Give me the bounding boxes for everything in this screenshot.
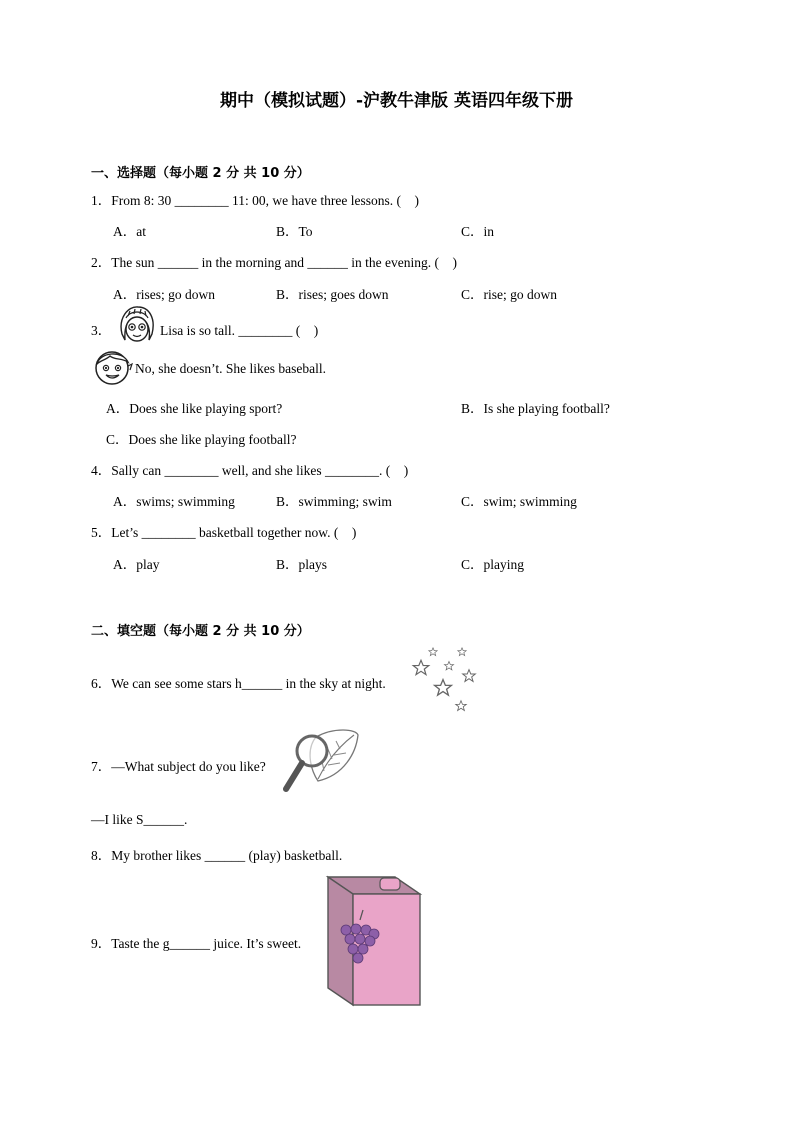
q5-option-a: A．play [113,557,160,572]
q2-option-b: B．rises; goes down [276,287,389,302]
question-8: 8．My brother likes ______ (play) basketball. [91,848,343,863]
q2-option-a: A．rises; go down [113,287,215,302]
section-1-heading: 一、选择题（每小题 2 分 共 10 分） [91,166,310,181]
q3-option-c: C．Does she like playing football? [106,432,297,447]
q1-option-a: A．at [113,224,146,239]
question-3-text: Lisa is so tall. ________ ( ) [160,323,319,338]
q4-option-a: A．swims; swimming [113,494,235,509]
question-2: 2．The sun ______ in the morning and ______ in the evening. ( ) [91,255,457,270]
stars-icon [405,640,485,718]
q2-option-c: C．rise; go down [461,287,557,302]
q5-option-b: B．plays [276,557,328,572]
question-1: 1．From 8: 30 ________ 11: 00, we have three lessons. ( ) [91,193,419,208]
q1-option-c: C．in [461,224,495,239]
page-title: 期中（模拟试题）-沪教牛津版 英语四年级下册 [220,91,573,111]
girl-face-icon [116,304,158,346]
question-9: 9．Taste the g______ juice. It’s sweet. [91,936,302,951]
magnifier-leaf-icon [276,725,362,797]
grape-juice-box-icon [325,874,425,1008]
question-5: 5．Let’s ________ basketball together now. ( ) [91,525,357,540]
question-3-reply: No, she doesn’t. She likes baseball. [135,361,326,376]
q1-option-b: B．To [276,224,313,239]
question-4: 4．Sally can ________ well, and she likes ________. ( ) [91,463,409,478]
q4-option-b: B．swimming; swim [276,494,392,509]
question-7: 7．—What subject do you like? [91,759,266,774]
boy-face-icon [92,348,134,388]
section-2-heading: 二、填空题（每小题 2 分 共 10 分） [91,624,310,639]
question-3-number: 3． [91,323,112,338]
q3-option-b: B．Is she playing football? [461,401,610,416]
q3-option-a: A．Does she like playing sport? [106,401,283,416]
q4-option-c: C．swim; swimming [461,494,577,509]
question-6: 6．We can see some stars h______ in the sky at night. [91,676,386,691]
question-7-answer: —I like S______. [91,812,188,827]
q5-option-c: C．playing [461,557,524,572]
